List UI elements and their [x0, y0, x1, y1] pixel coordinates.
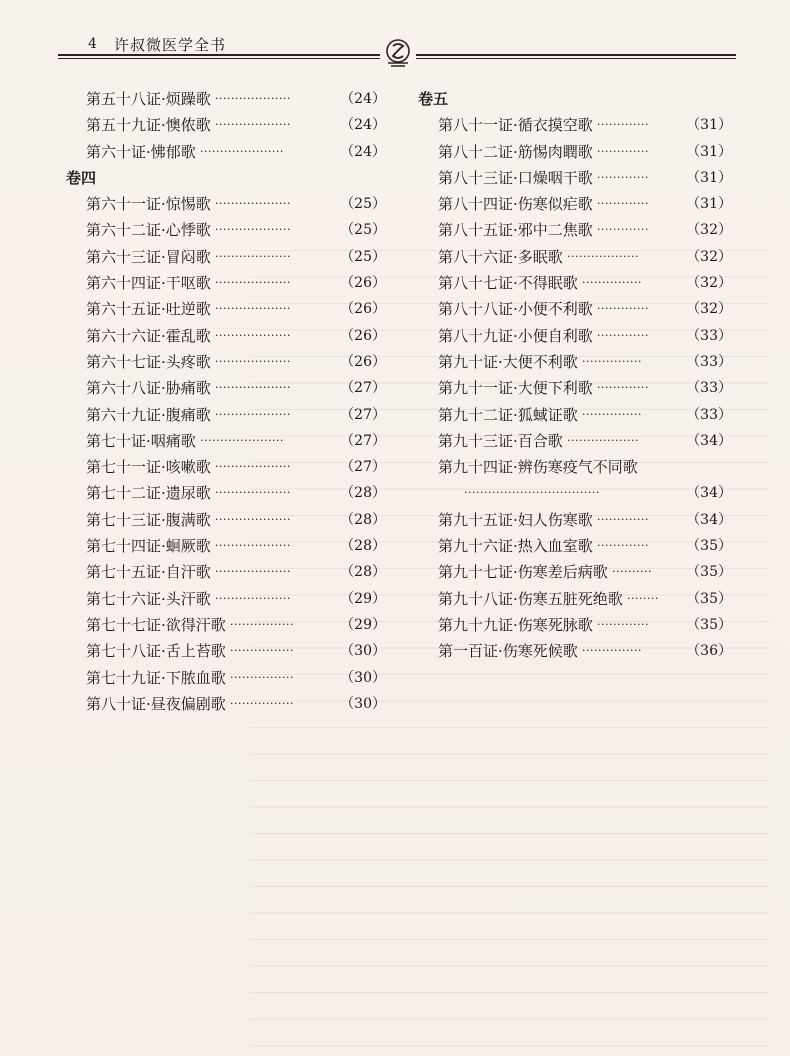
toc-entry[interactable]	[66, 112, 386, 138]
toc-entry-title: 第七十八证·舌上苔歌	[86, 642, 226, 661]
toc-entry-page: （28）	[340, 511, 386, 528]
toc-entry-page: （25）	[340, 222, 386, 239]
toc-entry-page: （35）	[686, 538, 732, 555]
toc-entry[interactable]	[66, 638, 386, 664]
toc-entry-page: （32）	[686, 222, 732, 239]
page-number: 4	[88, 36, 97, 52]
toc-entry[interactable]	[66, 454, 386, 480]
toc-entry-title: 第六十九证·腹痛歌	[86, 405, 211, 424]
toc-entry-title: 第九十六证·热入血室歌	[438, 537, 593, 556]
toc-entry-page: （31）	[686, 196, 732, 213]
toc-entry-page: （31）	[686, 117, 732, 134]
toc-entry[interactable]	[66, 191, 386, 217]
toc-entry-title: 第六十八证·胁痛歌	[86, 379, 211, 398]
toc-entry-page: （30）	[340, 643, 386, 660]
toc-entry-continuation	[418, 480, 742, 506]
toc-entry-title: 第八十一证·循衣摸空歌	[438, 116, 593, 135]
toc-entry-title: 第七十七证·欲得汗歌	[86, 615, 226, 634]
toc-entry-title: 第八十六证·多眠歌	[438, 247, 563, 266]
toc-entry[interactable]	[418, 296, 742, 322]
toc-entry-page: （30）	[340, 695, 386, 712]
toc-entry[interactable]	[418, 165, 742, 191]
toc-entry-page: （33）	[686, 327, 732, 344]
toc-entry-title: 第六十一证·惊惕歌	[86, 195, 211, 214]
toc-entry-page: （26）	[340, 275, 386, 292]
toc-entry-title: 第七十证·咽痛歌	[86, 431, 196, 450]
dot-leader: ················	[230, 670, 294, 684]
toc-entry-title: 第六十证·怫郁歌	[86, 142, 196, 161]
toc-entry-page: （26）	[340, 301, 386, 318]
toc-entry[interactable]	[418, 323, 742, 349]
dot-leader: ···················	[215, 302, 291, 316]
dot-leader: ········	[627, 591, 659, 605]
volume-heading: 卷五	[418, 90, 449, 108]
toc-entry-title: 第七十三证·腹满歌	[86, 510, 211, 529]
dot-leader: ················	[230, 696, 294, 710]
toc-entry[interactable]	[66, 139, 386, 165]
toc-entry-title: 第七十五证·自汗歌	[86, 563, 211, 582]
dot-leader: ·············	[597, 617, 649, 631]
toc-entry-title: 第六十五证·吐逆歌	[86, 300, 211, 319]
toc-entry-page: （27）	[340, 380, 386, 397]
toc-entry-page: （25）	[340, 248, 386, 265]
dot-leader: ···················	[215, 276, 291, 290]
toc-entry-page: （29）	[340, 590, 386, 607]
toc-entry-title: 第八十四证·伤寒似疟歌	[438, 195, 593, 214]
toc-entry-page: （31）	[686, 169, 732, 186]
dot-leader: ··················	[567, 249, 639, 263]
toc-entry[interactable]	[66, 349, 386, 375]
toc-entry[interactable]	[66, 665, 386, 691]
dot-leader: ·············	[597, 328, 649, 342]
toc-entry-page: （32）	[686, 301, 732, 318]
toc-entry-title: 第七十二证·遗尿歌	[86, 484, 211, 503]
dot-leader: ·············	[597, 170, 649, 184]
dot-leader: ···················	[215, 249, 291, 263]
dot-leader: ···················	[215, 512, 291, 526]
toc-entry[interactable]	[418, 270, 742, 296]
dot-leader: ·····················	[200, 433, 284, 447]
toc-entry[interactable]	[66, 375, 386, 401]
toc-entry-page: （28）	[340, 538, 386, 555]
toc-entry-page: （35）	[686, 616, 732, 633]
dot-leader: ···················	[215, 460, 291, 474]
toc-entry-title: 第七十四证·蛔厥歌	[86, 537, 211, 556]
toc-entry[interactable]	[66, 86, 386, 112]
dot-leader: ················	[230, 617, 294, 631]
toc-entry-page: （26）	[340, 353, 386, 370]
toc-entry-title: 第八十七证·不得眠歌	[438, 274, 578, 293]
toc-entry-page: （33）	[686, 406, 732, 423]
toc-entry-title: 第八十八证·小便不利歌	[438, 300, 593, 319]
toc-entry-page: （27）	[340, 432, 386, 449]
dot-leader: ···············	[582, 276, 642, 290]
dot-leader: ···················	[215, 197, 291, 211]
toc-entry[interactable]	[66, 586, 386, 612]
toc-entry-page: （34）	[686, 485, 732, 502]
toc-entry-title: 第六十三证·冒闷歌	[86, 247, 211, 266]
dot-leader: ···················	[215, 565, 291, 579]
toc-entry[interactable]	[418, 139, 742, 165]
toc-entry[interactable]	[418, 244, 742, 270]
toc-entry-page: （28）	[340, 564, 386, 581]
toc-entry[interactable]	[66, 323, 386, 349]
dot-leader: ··················	[567, 433, 639, 447]
toc-entry[interactable]	[66, 402, 386, 428]
dot-leader: ·····················	[200, 144, 284, 158]
dot-leader: ·············	[597, 118, 649, 132]
toc-entry-page: （32）	[686, 248, 732, 265]
toc-entry-title: 第八十五证·邪中二焦歌	[438, 221, 593, 240]
dot-leader: ···················	[215, 354, 291, 368]
toc-entry[interactable]	[418, 217, 742, 243]
toc-entry[interactable]	[66, 244, 386, 270]
toc-entry[interactable]	[66, 612, 386, 638]
toc-entry-title: 第九十五证·妇人伤寒歌	[438, 510, 593, 529]
toc-entry-page: （29）	[340, 616, 386, 633]
toc-entry-title: 第九十七证·伤寒差后病歌	[438, 563, 608, 582]
dot-leader: ·············	[597, 381, 649, 395]
toc-entry[interactable]	[66, 691, 386, 717]
dot-leader: ···················	[215, 118, 291, 132]
toc-entry-title: 第六十六证·霍乱歌	[86, 326, 211, 345]
toc-entry-title: 第九十证·大便不利歌	[438, 352, 578, 371]
toc-entry-page: （32）	[686, 275, 732, 292]
dot-leader: ···················	[215, 591, 291, 605]
toc-entry-title: 第八十证·昼夜偏剧歌	[86, 694, 226, 713]
toc-entry[interactable]	[66, 507, 386, 533]
book-title: 许叔微医学全书	[114, 36, 227, 54]
toc-entry-title: 第七十六证·头汗歌	[86, 589, 211, 608]
toc-entry[interactable]	[418, 349, 742, 375]
toc-entry[interactable]	[66, 270, 386, 296]
volume-heading: 卷四	[66, 168, 97, 187]
toc-entry-title: 第六十七证·头疼歌	[86, 352, 211, 371]
toc-entry-title: 第五十九证·懊侬歌	[86, 116, 211, 135]
dot-leader: ···················	[215, 328, 291, 342]
dot-leader: ···················	[215, 407, 291, 421]
toc-entry[interactable]	[418, 454, 742, 480]
toc-entry[interactable]	[418, 533, 742, 559]
toc-entry-page: （31）	[686, 143, 732, 160]
toc-entry-title: 第六十四证·干呕歌	[86, 274, 211, 293]
toc-entry-title: 第九十一证·大便下利歌	[438, 379, 593, 398]
toc-entry-page: （36）	[686, 643, 732, 660]
dot-leader: ·············	[597, 302, 649, 316]
dot-leader: ·············	[597, 144, 649, 158]
dot-leader: ···················	[215, 486, 291, 500]
toc-entry-title: 第七十九证·下脓血歌	[86, 668, 226, 687]
dot-leader: ···············	[582, 407, 642, 421]
book-emblem-icon	[383, 38, 413, 68]
toc-entry[interactable]	[418, 507, 742, 533]
toc-entry-page: （28）	[340, 485, 386, 502]
toc-entry-title: 第一百证·伤寒死候歌	[438, 642, 578, 661]
dot-leader: ·············	[597, 512, 649, 526]
toc-entry-page: （27）	[340, 406, 386, 423]
toc-entry-page: （24）	[340, 91, 386, 107]
toc-entry[interactable]	[418, 191, 742, 217]
dot-leader: ·············	[597, 197, 649, 211]
dot-leader: ··········	[612, 565, 652, 579]
toc-entry-page: （35）	[686, 590, 732, 607]
toc-entry[interactable]	[418, 612, 742, 638]
toc-entry-title: 第七十一证·咳嗽歌	[86, 458, 211, 477]
toc-entry-page: （30）	[340, 669, 386, 686]
toc-entry[interactable]	[66, 296, 386, 322]
toc-entry[interactable]	[418, 638, 742, 664]
toc-entry-page: （24）	[340, 117, 386, 134]
dot-leader: ··································	[464, 486, 600, 500]
toc-column-right	[418, 86, 742, 665]
dot-leader: ················	[230, 644, 294, 658]
toc-entry-page: （26）	[340, 327, 386, 344]
toc-entry-page: （33）	[686, 353, 732, 370]
toc-entry-title: 第八十九证·小便自利歌	[438, 326, 593, 345]
dot-leader: ·············	[597, 223, 649, 237]
toc-entry-title: 第六十二证·心悸歌	[86, 221, 211, 240]
toc-entry-title: 第五十八证·烦躁歌	[86, 90, 211, 108]
toc-entry[interactable]	[418, 402, 742, 428]
running-header	[58, 30, 738, 70]
header-rule-right	[416, 54, 736, 56]
dot-leader: ···············	[582, 644, 642, 658]
dot-leader: ···················	[215, 92, 291, 105]
toc-entry[interactable]	[66, 428, 386, 454]
toc-entry-page: （35）	[686, 564, 732, 581]
toc-entry-title: 第九十三证·百合歌	[438, 431, 563, 450]
toc-entry[interactable]	[418, 375, 742, 401]
toc-entry-title: 第八十三证·口燥咽干歌	[438, 168, 593, 187]
dot-leader: ·············	[597, 539, 649, 553]
dot-leader: ···················	[215, 381, 291, 395]
toc-entry-title: 第九十四证·辨伤寒疫气不同歌	[438, 458, 638, 477]
toc-entry[interactable]	[418, 112, 742, 138]
toc-entry-title: 第九十二证·狐蜮证歌	[438, 405, 578, 424]
dot-leader: ···················	[215, 539, 291, 553]
toc-entry[interactable]	[418, 586, 742, 612]
toc-entry-title: 第九十九证·伤寒死脉歌	[438, 615, 593, 634]
toc-entry-page: （24）	[340, 143, 386, 160]
header-rule-right-thin	[416, 58, 736, 59]
dot-leader: ···············	[582, 354, 642, 368]
toc-entry-page: （34）	[686, 511, 732, 528]
header-rule-left-thin	[58, 58, 380, 59]
toc-entry-title: 第八十二证·筋惕肉瞤歌	[438, 142, 593, 161]
toc-entry[interactable]	[66, 480, 386, 506]
toc-column-left	[66, 86, 386, 717]
toc-entry[interactable]	[418, 559, 742, 585]
toc-entry-page: （33）	[686, 380, 732, 397]
toc-entry-page: （34）	[686, 432, 732, 449]
toc-entry-page: （25）	[340, 196, 386, 213]
dot-leader: ···················	[215, 223, 291, 237]
toc-entry-page: （27）	[340, 459, 386, 476]
toc-entry[interactable]	[66, 559, 386, 585]
toc-entry-title: 第九十八证·伤寒五脏死绝歌	[438, 589, 623, 608]
toc-entry[interactable]	[66, 217, 386, 243]
toc-entry[interactable]	[418, 428, 742, 454]
toc-entry[interactable]	[66, 533, 386, 559]
